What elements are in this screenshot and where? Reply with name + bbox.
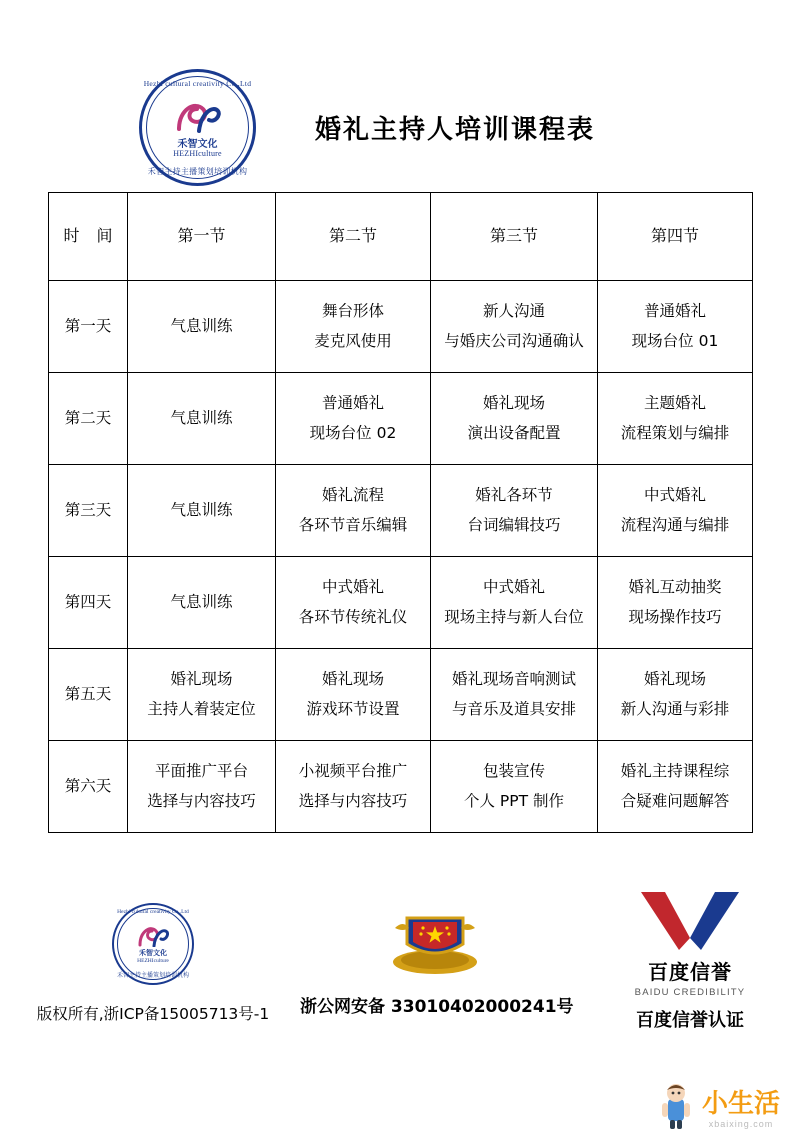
cell-day1-period1: 气息训练	[128, 281, 276, 373]
cell-day2-period3: 婚礼现场 演出设备配置	[431, 373, 598, 465]
header-cell-period-1: 第一节	[128, 193, 276, 281]
row-day-label: 第六天	[49, 741, 128, 833]
row-day-label: 第四天	[49, 557, 128, 649]
row-day-label: 第一天	[49, 281, 128, 373]
cell-day1-period4: 普通婚礼 现场台位 01	[598, 281, 753, 373]
baidu-certification-label: 百度信誉认证	[636, 1010, 744, 1031]
cell-day3-period2: 婚礼流程 各环节音乐编辑	[276, 465, 431, 557]
cell-day6-period4: 婚礼主持课程综 合疑难问题解答	[598, 741, 753, 833]
cell-day1-period3: 新人沟通 与婚庆公司沟通确认	[431, 281, 598, 373]
company-seal-logo	[135, 65, 260, 190]
cell-day2-period1: 气息训练	[128, 373, 276, 465]
baidu-v-logo-icon	[635, 888, 745, 950]
cell-day2-period2: 普通婚礼 现场台位 02	[276, 373, 431, 465]
watermark-domain: xbaixing.com	[708, 1119, 774, 1129]
row-day-label: 第五天	[49, 649, 128, 741]
table-row	[49, 649, 753, 741]
table-header-row	[49, 193, 753, 281]
course-schedule-table	[48, 192, 753, 833]
cell-day4-period3: 中式婚礼 现场主持与新人台位	[431, 557, 598, 649]
table-row	[49, 741, 753, 833]
cell-day5-period4: 婚礼现场 新人沟通与彩排	[598, 649, 753, 741]
seal-name-cn: 禾智文化	[139, 950, 167, 957]
swirl-logo-icon	[175, 99, 221, 133]
police-record-badge[interactable]	[300, 898, 574, 1017]
seal-english-text: Hezhi cultural creativity Co.,Ltd	[117, 909, 189, 915]
table-row	[49, 281, 753, 373]
watermark-title: 小生活	[701, 1089, 780, 1119]
seal-name-en: HEZHIculture	[137, 958, 169, 964]
schedule-table-container	[48, 192, 752, 833]
cell-day5-period1: 婚礼现场 主持人着装定位	[128, 649, 276, 741]
cell-day4-period4: 婚礼互动抽奖 现场操作技巧	[598, 557, 753, 649]
baidu-name-cn: 百度信誉	[648, 960, 732, 984]
cell-day6-period3: 包装宣传 个人 PPT 制作	[431, 741, 598, 833]
baidu-name-en: BAIDU CREDIBILITY	[634, 987, 746, 998]
site-watermark	[656, 1081, 780, 1129]
seal-english-text: Hezhi cultural creativity Co.,Ltd	[143, 79, 252, 88]
cell-day6-period2: 小视频平台推广 选择与内容技巧	[276, 741, 431, 833]
header-cell-period-2: 第二节	[276, 193, 431, 281]
footer-badges	[0, 880, 800, 1070]
cell-day3-period4: 中式婚礼 流程沟通与编排	[598, 465, 753, 557]
cell-day3-period3: 婚礼各环节 台词编辑技巧	[431, 465, 598, 557]
header-cell-period-4: 第四节	[598, 193, 753, 281]
table-row	[49, 373, 753, 465]
cell-day3-period1: 气息训练	[128, 465, 276, 557]
cell-day5-period3: 婚礼现场音响测试 与音乐及道具安排	[431, 649, 598, 741]
seal-name-en: HEZHIculture	[173, 149, 222, 158]
baidu-credibility-badge[interactable]	[592, 888, 788, 1032]
cell-day4-period1: 气息训练	[128, 557, 276, 649]
header-cell-period-3: 第三节	[431, 193, 598, 281]
seal-chinese-curve-text: 禾智主持主播策划培训机构	[147, 167, 248, 176]
watermark-text	[702, 1091, 780, 1129]
row-day-label: 第三天	[49, 465, 128, 557]
company-seal-logo-small	[109, 900, 197, 988]
table-row	[49, 465, 753, 557]
swirl-logo-icon	[137, 924, 169, 947]
icp-license-text[interactable]: 版权所有,浙ICP备15005713号-1	[36, 1005, 270, 1023]
cell-day4-period2: 中式婚礼 各环节传统礼仪	[276, 557, 431, 649]
police-record-number[interactable]: 浙公网安备 33010402000241号	[300, 997, 574, 1017]
cell-day6-period1: 平面推广平台 选择与内容技巧	[128, 741, 276, 833]
table-row	[49, 557, 753, 649]
document-header	[0, 0, 800, 176]
mascot-icon	[656, 1081, 696, 1129]
cell-day5-period2: 婚礼现场 游戏环节设置	[276, 649, 431, 741]
header-cell-time: 时 间	[49, 193, 128, 281]
page-title: 婚礼主持人培训课程表	[315, 115, 596, 145]
cell-day2-period4: 主题婚礼 流程策划与编排	[598, 373, 753, 465]
seal-chinese-curve-text: 禾智主持主播策划培训机构	[116, 973, 189, 979]
seal-name-cn: 禾智文化	[177, 139, 218, 150]
copyright-badge	[28, 900, 278, 1024]
china-police-emblem-icon	[387, 898, 483, 976]
row-day-label: 第二天	[49, 373, 128, 465]
cell-day1-period2: 舞台形体 麦克风使用	[276, 281, 431, 373]
